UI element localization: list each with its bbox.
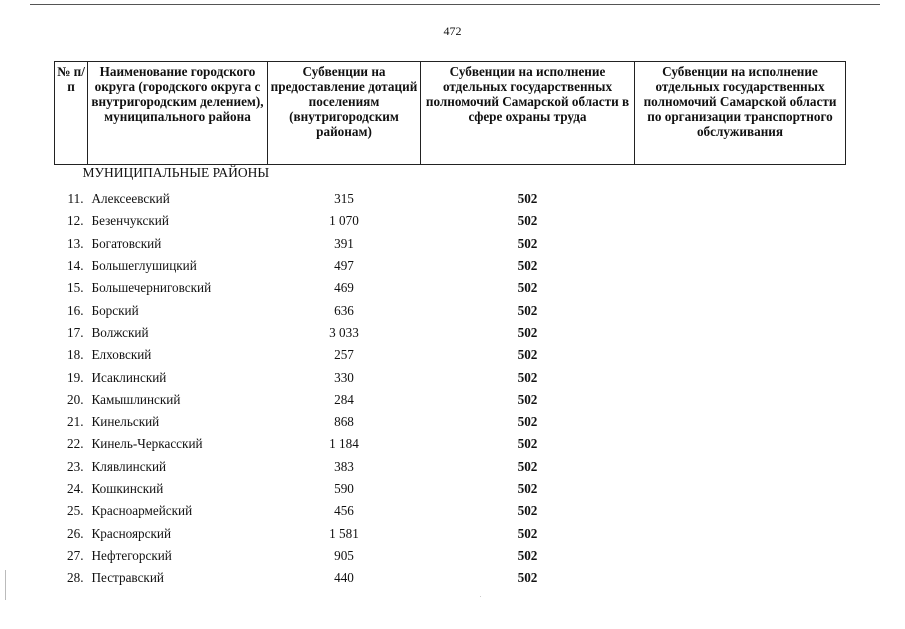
transport-value	[635, 411, 846, 433]
row-number: 16.	[67, 302, 84, 318]
transport-value	[635, 456, 846, 478]
page-top-rule	[30, 4, 880, 5]
labor-protection-value: 502	[517, 436, 538, 452]
dotations-value: 284	[334, 391, 354, 407]
district-name: Большеглушицкий	[91, 258, 197, 274]
district-name: Красноярский	[91, 525, 172, 541]
row-number: 27.	[67, 547, 84, 563]
labor-protection-value: 502	[517, 191, 538, 207]
row-number: 25.	[67, 503, 84, 519]
labor-protection-value: 502	[517, 547, 538, 563]
table-row	[55, 233, 846, 255]
row-number: 12.	[67, 213, 84, 229]
table-row	[55, 500, 846, 522]
transport-value	[635, 366, 846, 388]
district-name: Елховский	[91, 347, 152, 363]
dotations-value: 440	[334, 570, 354, 586]
table-header-row	[55, 62, 846, 165]
row-number: 19.	[67, 369, 84, 385]
district-name: Клявлинский	[91, 458, 167, 474]
row-number: 21.	[67, 414, 84, 430]
table-row	[55, 567, 846, 589]
district-name: Кошкинский	[91, 481, 164, 496]
transport-value	[635, 545, 846, 567]
district-name: Безенчукский	[91, 213, 169, 229]
row-number: 18.	[67, 347, 84, 363]
dotations-value: 636	[334, 302, 354, 318]
table-row	[55, 389, 846, 411]
header-name: Наименование городского округа (городского округа с внутригородским делением), муниципального района	[88, 62, 268, 165]
transport-value	[635, 255, 846, 277]
labor-protection-value: 502	[517, 302, 538, 318]
dotations-value: 391	[334, 235, 354, 251]
row-number: 23.	[67, 458, 84, 474]
row-number: 11.	[67, 191, 84, 207]
table-row	[55, 411, 846, 433]
labor-protection-value: 502	[517, 391, 538, 407]
table-row	[55, 433, 846, 455]
dotations-value: 383	[334, 458, 354, 474]
dotations-value: 469	[334, 280, 354, 296]
dotations-value: 330	[334, 369, 354, 385]
row-number: 24.	[67, 481, 84, 496]
labor-protection-value: 502	[517, 347, 538, 363]
row-number: 26.	[67, 525, 84, 541]
labor-protection-value: 502	[517, 235, 538, 251]
transport-value	[635, 344, 846, 366]
dotations-value: 868	[334, 414, 354, 430]
subventions-table	[54, 61, 846, 589]
scan-speck	[480, 596, 481, 597]
dotations-value: 257	[334, 347, 354, 363]
row-number: 22.	[67, 436, 84, 452]
dotations-value: 456	[334, 503, 354, 519]
transport-value	[635, 233, 846, 255]
table-row	[55, 456, 846, 478]
transport-value	[635, 389, 846, 411]
transport-value	[635, 188, 846, 210]
transport-value	[635, 433, 846, 455]
row-number: 17.	[67, 324, 84, 340]
table-row	[55, 322, 846, 344]
transport-value	[635, 478, 846, 500]
district-name: Кинель-Черкасский	[91, 436, 203, 452]
district-name: Богатовский	[91, 235, 162, 251]
labor-protection-value: 502	[517, 503, 538, 519]
dotations-value: 590	[334, 481, 354, 496]
district-name: Нефтегорский	[91, 547, 172, 563]
district-name: Большечерниговский	[91, 280, 212, 296]
dotations-value: 1 581	[329, 525, 359, 541]
district-name: Камышлинский	[91, 391, 181, 407]
row-number: 20.	[67, 391, 84, 407]
table-row	[55, 366, 846, 388]
labor-protection-value: 502	[517, 369, 538, 385]
dotations-value: 1 070	[329, 213, 359, 229]
table-row	[55, 188, 846, 210]
labor-protection-value: 502	[517, 570, 538, 586]
transport-value	[635, 299, 846, 321]
transport-value	[635, 567, 846, 589]
labor-protection-value: 502	[517, 280, 538, 296]
row-number: 28.	[67, 570, 84, 586]
dotations-value: 3 033	[329, 324, 359, 340]
table-row	[55, 344, 846, 366]
header-transport: Субвенции на исполнение отдельных государственных полномочий Самарской области по организации транспортного обслуживания	[635, 62, 846, 165]
row-number: 13.	[67, 235, 84, 251]
district-name: Борский	[91, 302, 139, 318]
labor-protection-value: 502	[517, 458, 538, 474]
labor-protection-value: 502	[517, 213, 538, 229]
labor-protection-value: 502	[517, 258, 538, 274]
table-row	[55, 478, 846, 500]
transport-value	[635, 500, 846, 522]
district-name: Красноармейский	[91, 503, 193, 519]
section-label: МУНИЦИПАЛЬНЫЕ РАЙОНЫ	[82, 165, 270, 180]
transport-value	[635, 210, 846, 232]
labor-protection-value: 502	[517, 481, 538, 496]
labor-protection-value: 502	[517, 525, 538, 541]
table-row	[55, 277, 846, 299]
dotations-value: 1 184	[329, 436, 359, 452]
page-number: 472	[443, 24, 462, 38]
header-num: № п/п	[55, 62, 88, 165]
table-row	[55, 210, 846, 232]
transport-value	[635, 277, 846, 299]
row-number: 15.	[67, 280, 84, 296]
header-labor-protection: Субвенции на исполнение отдельных государственных полномочий Самарской области в сфере охраны труда	[421, 62, 635, 165]
transport-value	[635, 322, 846, 344]
scan-edge-mark	[5, 570, 6, 600]
district-name: Исаклинский	[91, 369, 167, 385]
district-name: Волжский	[91, 324, 149, 340]
header-dotations: Субвенции на предоставление дотаций поселениям (внутригородским районам)	[268, 62, 421, 165]
labor-protection-value: 502	[517, 414, 538, 430]
district-name: Кинельский	[91, 414, 160, 430]
district-name: Алексеевский	[91, 191, 170, 207]
section-row	[55, 165, 846, 189]
table-row	[55, 299, 846, 321]
transport-value	[635, 522, 846, 544]
table-row	[55, 545, 846, 567]
table-row	[55, 522, 846, 544]
table-row	[55, 255, 846, 277]
dotations-value: 315	[334, 191, 354, 207]
row-number: 14.	[67, 258, 84, 274]
dotations-value: 497	[334, 258, 354, 274]
labor-protection-value: 502	[517, 324, 538, 340]
district-name: Пестравский	[91, 570, 164, 586]
dotations-value: 905	[334, 547, 354, 563]
